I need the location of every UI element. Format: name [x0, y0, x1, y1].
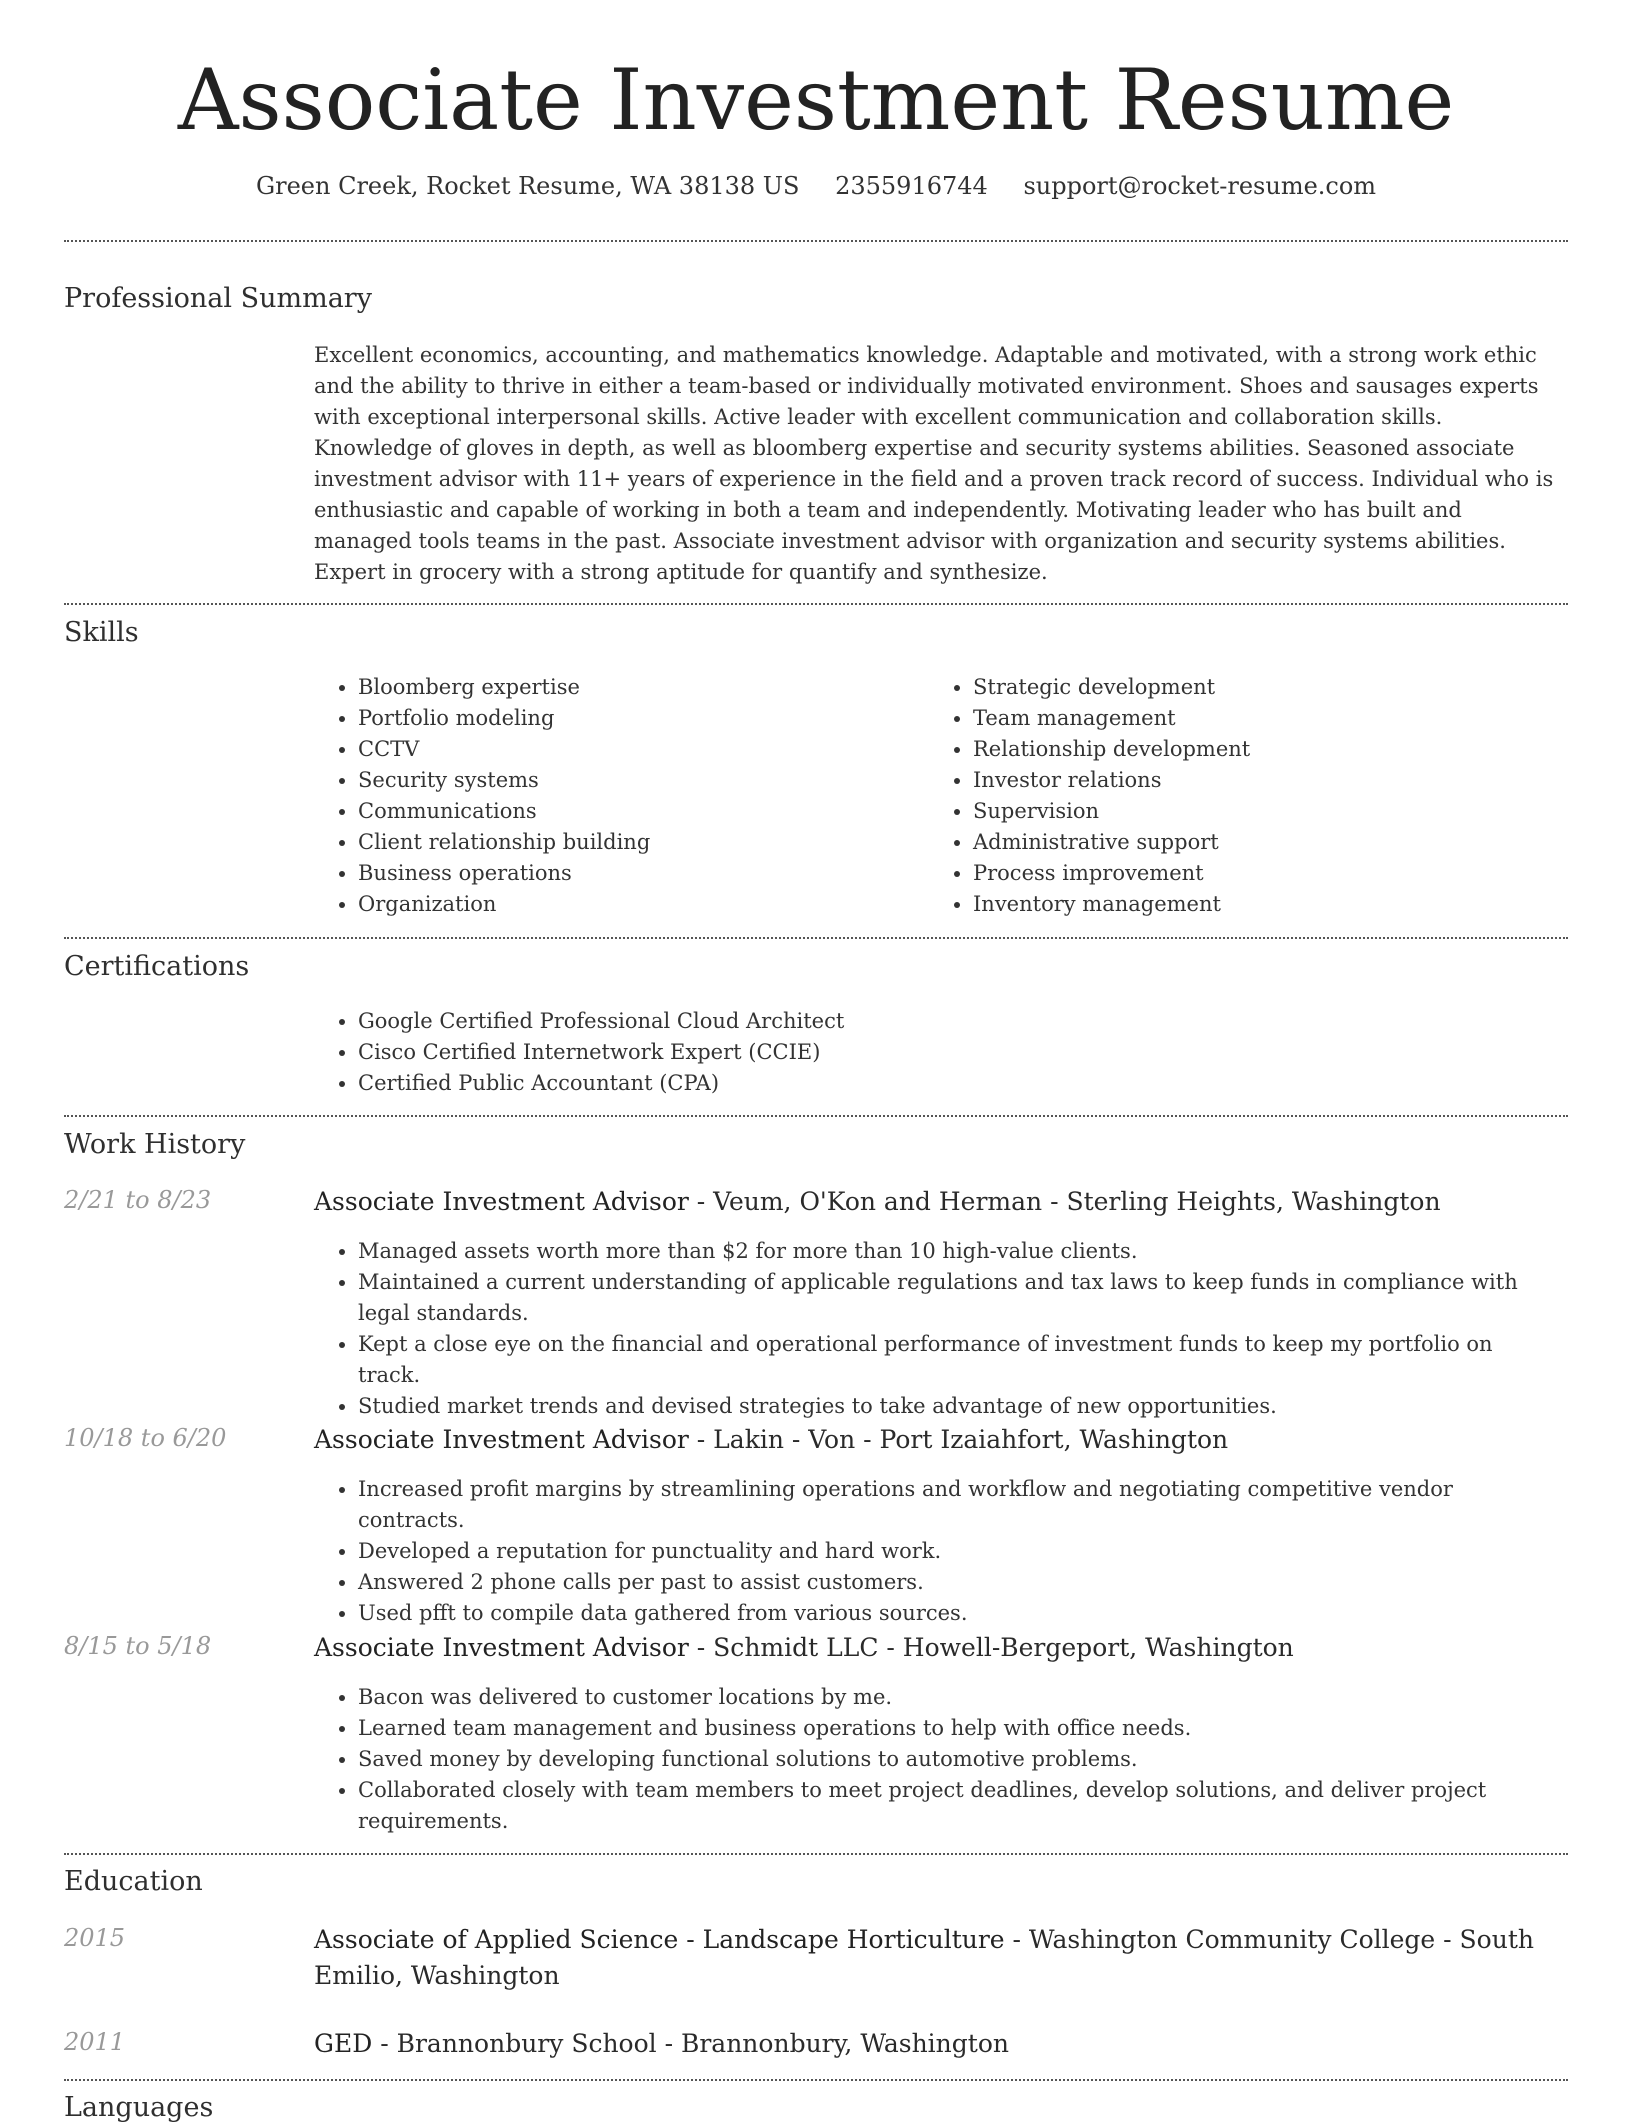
- skill-item: • Investor relations: [973, 765, 1529, 796]
- divider: [64, 2079, 1568, 2081]
- education-year: 2011: [64, 2028, 126, 2056]
- divider: [64, 937, 1568, 939]
- section-title-work: Work History: [64, 1129, 246, 1160]
- skill-item: • Relationship development: [973, 734, 1529, 765]
- skill-item: • Team management: [973, 703, 1529, 734]
- divider: [64, 1115, 1568, 1117]
- job-bullet: • Bacon was delivered to customer locations by me.: [358, 1682, 1559, 1713]
- skills-list-right: [929, 672, 1529, 920]
- job-company: - Lakin - Von - Port Izaiahfort, Washington: [688, 1425, 1229, 1454]
- job-bullet: • Answered 2 phone calls per past to assist customers.: [358, 1567, 1559, 1598]
- skill-item: • Strategic development: [973, 672, 1529, 703]
- skill-item: • Organization: [358, 889, 914, 920]
- section-title-languages: Languages: [64, 2092, 214, 2123]
- certification-item: • Certified Public Accountant (CPA): [358, 1068, 1559, 1099]
- job-bullet: • Increased profit margins by streamlining operations and workflow and negotiating competitive vendor contracts.: [358, 1474, 1559, 1536]
- skill-item: • Administrative support: [973, 827, 1529, 858]
- job-role: Associate Investment Advisor: [314, 1425, 689, 1454]
- address-text: Green Creek, Rocket Resume, WA 38138 US: [255, 172, 800, 200]
- section-title-education: Education: [64, 1866, 203, 1897]
- email-text: support@rocket-resume.com: [1023, 172, 1377, 200]
- phone-text: 2355916744: [835, 172, 988, 200]
- job-bullet: • Learned team management and business operations to help with office needs.: [358, 1713, 1559, 1744]
- job-dates: 2/21 to 8/23: [64, 1186, 212, 1214]
- skill-item: • Inventory management: [973, 889, 1529, 920]
- resume-title: Associate Investment Resume: [177, 51, 1455, 149]
- skill-item: • Client relationship building: [358, 827, 914, 858]
- skills-list-left: [314, 672, 914, 920]
- job-role: Associate Investment Advisor: [314, 1633, 689, 1662]
- job-bullet: • Studied market trends and devised strategies to take advantage of new opportunities.: [358, 1391, 1559, 1422]
- education-school: - Washington Community College - South Emilio, Washington: [314, 1925, 1534, 1990]
- skill-item: • CCTV: [358, 734, 914, 765]
- job-bullet: • Maintained a current understanding of applicable regulations and tax laws to keep funds in compliance with legal standards.: [358, 1267, 1559, 1329]
- job-title: [314, 1184, 1564, 1220]
- job-bullet: • Saved money by developing functional solutions to automotive problems.: [358, 1744, 1559, 1775]
- education-year: 2015: [64, 1924, 126, 1952]
- job-dates: 8/15 to 5/18: [64, 1632, 212, 1660]
- divider: [64, 1853, 1568, 1855]
- job-bullets: [314, 1474, 1559, 1629]
- job-bullet: • Managed assets worth more than $2 for more than 10 high-value clients.: [358, 1236, 1559, 1267]
- job-dates: 10/18 to 6/20: [64, 1424, 227, 1452]
- certification-item: • Cisco Certified Internetwork Expert (CCIE): [358, 1037, 1559, 1068]
- skill-item: • Communications: [358, 796, 914, 827]
- education-degree: GED: [314, 2029, 373, 2058]
- summary-text: Excellent economics, accounting, and mathematics knowledge. Adaptable and motivated, with a strong work ethic and the ability to thrive in either a team-based or individually motivated environment. Shoes and sausages experts with exceptional interpersonal skills. Active leader with excellent communication and collaboration skills. Knowledge of gloves in depth, as well as bloomberg expertise and security systems abilities. Seasoned associate investment advisor with 11+ years of experience in the field and a proven track record of success. Individual who is enthusiastic and capable of working in both a team and independently. Motivating leader who has built and managed tools teams in the past. Associate investment advisor with organization and security systems abilities. Expert in grocery with a strong aptitude for quantify and synthesize.: [314, 343, 1554, 584]
- divider: [64, 240, 1568, 242]
- job-company: - Schmidt LLC - Howell-Bergeport, Washington: [688, 1633, 1294, 1662]
- job-bullet: • Collaborated closely with team members to meet project deadlines, develop solutions, and deliver project requirements.: [358, 1775, 1559, 1837]
- section-title-certifications: Certifications: [64, 951, 250, 982]
- education-entry: [314, 1922, 1564, 1994]
- job-bullet: • Developed a reputation for punctuality and hard work.: [358, 1536, 1559, 1567]
- section-title-skills: Skills: [64, 617, 139, 648]
- job-title: [314, 1630, 1564, 1666]
- education-school: - Brannonbury School - Brannonbury, Washington: [372, 2029, 1009, 2058]
- skill-item: • Portfolio modeling: [358, 703, 914, 734]
- job-bullets: [314, 1682, 1559, 1837]
- skill-item: • Bloomberg expertise: [358, 672, 914, 703]
- job-bullet: • Kept a close eye on the financial and operational performance of investment funds to keep my portfolio on track.: [358, 1329, 1559, 1391]
- contact-line: [0, 172, 1632, 200]
- job-bullet: • Used pfft to compile data gathered from various sources.: [358, 1598, 1559, 1629]
- education-degree: Associate of Applied Science - Landscape Horticulture: [314, 1925, 1005, 1954]
- certifications-list: [314, 1006, 1559, 1099]
- education-entry: [314, 2026, 1564, 2062]
- section-title-summary: Professional Summary: [64, 283, 372, 314]
- job-bullets: [314, 1236, 1559, 1422]
- job-title: [314, 1422, 1564, 1458]
- certification-item: • Google Certified Professional Cloud Architect: [358, 1006, 1559, 1037]
- job-role: Associate Investment Advisor: [314, 1187, 689, 1216]
- skill-item: • Business operations: [358, 858, 914, 889]
- divider: [64, 603, 1568, 605]
- job-company: - Veum, O'Kon and Herman - Sterling Heights, Washington: [688, 1187, 1441, 1216]
- skill-item: • Supervision: [973, 796, 1529, 827]
- skill-item: • Process improvement: [973, 858, 1529, 889]
- skill-item: • Security systems: [358, 765, 914, 796]
